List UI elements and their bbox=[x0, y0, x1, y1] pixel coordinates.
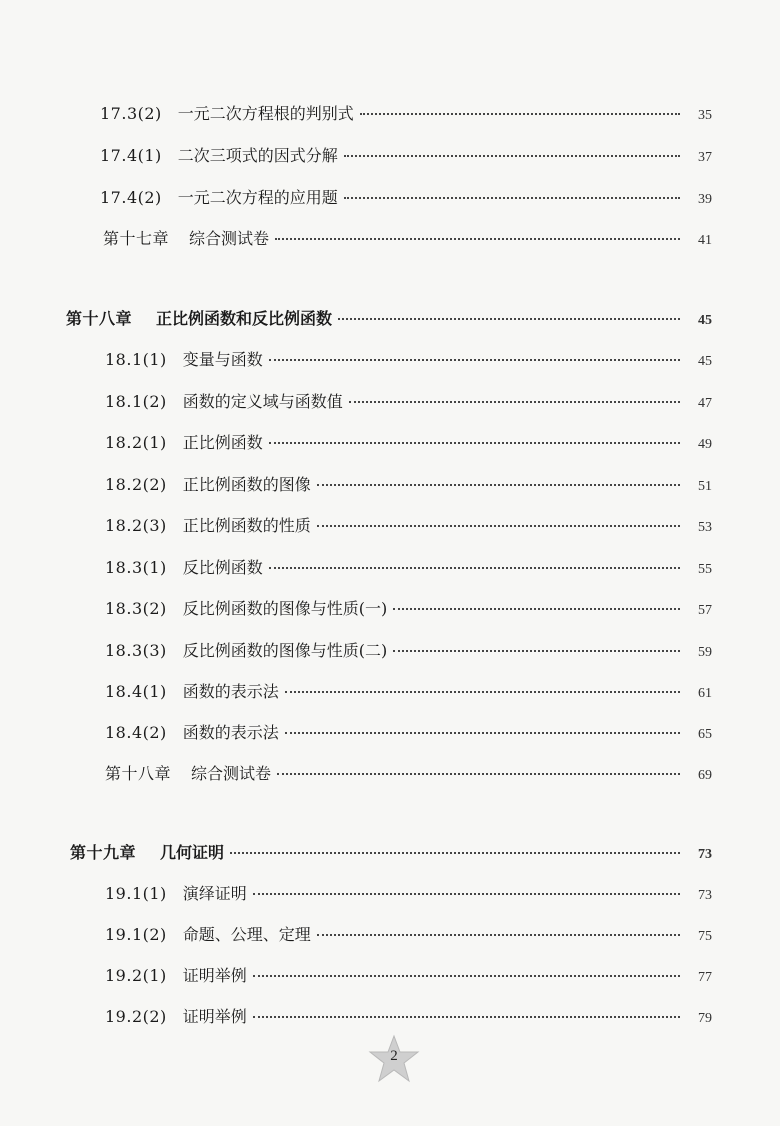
section-number: 19.2(2) bbox=[105, 1007, 167, 1026]
page-number: 73 bbox=[698, 888, 712, 903]
page-number: 45 bbox=[698, 313, 712, 328]
toc-entry[interactable] bbox=[105, 966, 712, 988]
section-number: 18.3(1) bbox=[105, 558, 167, 577]
chapter-label: 第十八章 bbox=[66, 309, 133, 328]
toc-entry[interactable] bbox=[105, 641, 712, 663]
dot-leader bbox=[269, 359, 680, 361]
page-number: 45 bbox=[698, 354, 712, 369]
dot-leader bbox=[253, 893, 680, 895]
page-number: 57 bbox=[698, 603, 712, 618]
toc-entry[interactable] bbox=[100, 104, 712, 126]
toc-entry[interactable] bbox=[105, 723, 712, 745]
chapter-label: 第十九章 bbox=[70, 843, 137, 862]
section-number: 18.4(2) bbox=[105, 723, 167, 742]
section-title: 证明举例 bbox=[182, 1007, 247, 1026]
section-number: 19.2(1) bbox=[105, 966, 167, 985]
page-number: 69 bbox=[698, 768, 712, 783]
dot-leader bbox=[338, 318, 680, 320]
page-number-badge bbox=[368, 1034, 420, 1084]
chapter-label: 第十七章 bbox=[103, 229, 170, 248]
chapter-title: 正比例函数和反比例函数 bbox=[156, 309, 333, 328]
dot-leader bbox=[285, 732, 680, 734]
footer-page-number: 2 bbox=[390, 1048, 398, 1064]
dot-leader bbox=[317, 484, 680, 486]
dot-leader bbox=[344, 155, 680, 157]
page-number: 47 bbox=[698, 396, 712, 411]
section-title: 反比例函数的图像与性质(一) bbox=[182, 599, 388, 618]
chapter-label: 第十八章 bbox=[105, 764, 172, 783]
page-number: 73 bbox=[698, 847, 712, 862]
section-title: 综合测试卷 bbox=[189, 229, 270, 248]
page-number: 51 bbox=[698, 479, 712, 494]
section-title: 反比例函数的图像与性质(二) bbox=[182, 641, 388, 660]
toc-entry[interactable] bbox=[105, 516, 712, 538]
dot-leader bbox=[230, 852, 680, 854]
section-title: 演绎证明 bbox=[182, 884, 247, 903]
page-number: 35 bbox=[698, 108, 712, 123]
section-number: 18.3(2) bbox=[105, 599, 167, 618]
section-title: 综合测试卷 bbox=[191, 764, 272, 783]
section-title: 二次三项式的因式分解 bbox=[177, 146, 338, 165]
toc-entry[interactable] bbox=[105, 1007, 712, 1029]
dot-leader bbox=[253, 1016, 680, 1018]
page-number: 65 bbox=[698, 727, 712, 742]
page-number: 79 bbox=[698, 1011, 712, 1026]
page-number: 59 bbox=[698, 645, 712, 660]
toc-entry[interactable] bbox=[105, 433, 712, 455]
toc-entry[interactable] bbox=[100, 146, 712, 168]
page-number: 61 bbox=[698, 686, 712, 701]
toc-entry[interactable] bbox=[105, 682, 712, 704]
toc-entry[interactable] bbox=[105, 392, 712, 414]
toc-entry-chapter-test[interactable] bbox=[105, 764, 712, 786]
dot-leader bbox=[393, 608, 680, 610]
section-number: 18.2(2) bbox=[105, 475, 167, 494]
section-number: 17.3(2) bbox=[100, 104, 162, 123]
section-number: 19.1(1) bbox=[105, 884, 167, 903]
page-number: 39 bbox=[698, 192, 712, 207]
section-title: 证明举例 bbox=[182, 966, 247, 985]
toc-entry[interactable] bbox=[105, 884, 712, 906]
section-title: 一元二次方程根的判别式 bbox=[177, 104, 354, 123]
page-number: 37 bbox=[698, 150, 712, 165]
section-title: 正比例函数 bbox=[182, 433, 263, 452]
toc-chapter-heading[interactable] bbox=[66, 309, 712, 331]
section-title: 正比例函数的性质 bbox=[182, 516, 311, 535]
section-title: 函数的表示法 bbox=[182, 682, 279, 701]
toc-entry[interactable] bbox=[105, 599, 712, 621]
toc-entry[interactable] bbox=[105, 475, 712, 497]
section-title: 反比例函数 bbox=[182, 558, 263, 577]
dot-leader bbox=[393, 650, 680, 652]
page-number: 77 bbox=[698, 970, 712, 985]
section-title: 函数的表示法 bbox=[182, 723, 279, 742]
dot-leader bbox=[253, 975, 680, 977]
toc-entry[interactable] bbox=[105, 350, 712, 372]
page-number: 75 bbox=[698, 929, 712, 944]
dot-leader bbox=[275, 238, 680, 240]
section-title: 正比例函数的图像 bbox=[182, 475, 311, 494]
toc-entry[interactable] bbox=[105, 925, 712, 947]
toc-entry[interactable] bbox=[100, 188, 712, 210]
chapter-title: 几何证明 bbox=[160, 843, 225, 862]
page-number: 55 bbox=[698, 562, 712, 577]
section-number: 19.1(2) bbox=[105, 925, 167, 944]
toc-chapter-heading[interactable] bbox=[70, 843, 712, 865]
dot-leader bbox=[317, 525, 680, 527]
section-number: 18.1(2) bbox=[105, 392, 167, 411]
section-number: 18.4(1) bbox=[105, 682, 167, 701]
section-title: 函数的定义域与函数值 bbox=[182, 392, 343, 411]
section-number: 18.1(1) bbox=[105, 350, 167, 369]
page-number: 53 bbox=[698, 520, 712, 535]
dot-leader bbox=[285, 691, 680, 693]
toc-entry-chapter-test[interactable] bbox=[103, 229, 712, 251]
section-title: 变量与函数 bbox=[182, 350, 263, 369]
dot-leader bbox=[277, 773, 680, 775]
dot-leader bbox=[269, 442, 680, 444]
section-title: 一元二次方程的应用题 bbox=[177, 188, 338, 207]
section-number: 17.4(1) bbox=[100, 146, 162, 165]
section-number: 18.3(3) bbox=[105, 641, 167, 660]
section-number: 18.2(1) bbox=[105, 433, 167, 452]
dot-leader bbox=[360, 113, 680, 115]
dot-leader bbox=[269, 567, 680, 569]
dot-leader bbox=[317, 934, 680, 936]
section-number: 18.2(3) bbox=[105, 516, 167, 535]
page-number: 41 bbox=[698, 233, 712, 248]
dot-leader bbox=[344, 197, 680, 199]
page-number: 49 bbox=[698, 437, 712, 452]
section-title: 命题、公理、定理 bbox=[182, 925, 311, 944]
toc-entry[interactable] bbox=[105, 558, 712, 580]
section-number: 17.4(2) bbox=[100, 188, 162, 207]
dot-leader bbox=[349, 401, 680, 403]
